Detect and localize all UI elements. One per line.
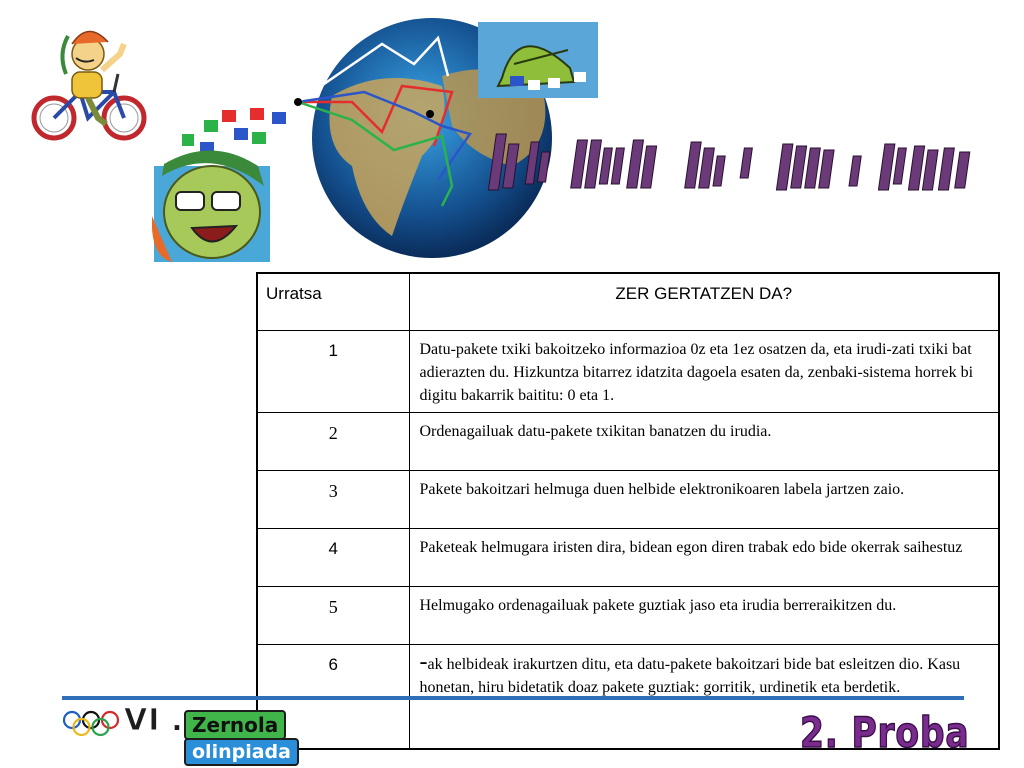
step-description-text: ak helbideak irakurtzen ditu, eta datu-pakete bakoitzari bide bat esleitzen dio. Kasu honetan, hiru bidetatik doaz pakete guztiak: gorritik, urdinetik eta berdetik. — [419, 656, 961, 696]
step-description: Paketeak helmugara iristen dira, bidean egon diren trabak edo bide okerrak saihestuz — [409, 529, 999, 587]
cyclist-illustration — [28, 14, 152, 149]
hat-illustration — [478, 20, 598, 100]
vi-logo-text: VI — [124, 703, 161, 738]
step-number: 5 — [257, 587, 409, 645]
decorative-title-glyphs — [486, 122, 996, 202]
table-row — [257, 413, 999, 471]
step-number: 2 — [257, 413, 409, 471]
table-row — [257, 529, 999, 587]
olympic-rings-logo — [62, 708, 120, 738]
proba-title: 2. Proba — [800, 708, 970, 757]
vi-logo-dot: . — [172, 707, 182, 737]
step-number: 4 — [257, 529, 409, 587]
olinpiada-logo: olinpiada — [184, 738, 299, 766]
header-what-happens: ZER GERTATZEN DA? — [409, 273, 999, 331]
header-step: Urratsa — [257, 273, 409, 331]
table-row — [257, 331, 999, 413]
step-description: Pakete bakoitzari helmuga duen helbide elektronikoaren labela jartzen zaio. — [409, 471, 999, 529]
step-number: 1 — [257, 331, 409, 413]
step-number: 6 — [257, 645, 409, 749]
table-row — [257, 471, 999, 529]
table-header-row — [257, 273, 999, 331]
step-description: Ordenagailuak datu-pakete txikitan banatzen du irudia. — [409, 413, 999, 471]
step-description: Helmugako ordenagailuak pakete guztiak jaso eta irudia berreraikitzen du. — [409, 587, 999, 645]
footer-divider — [62, 696, 964, 700]
zernola-logo: Zernola — [184, 710, 286, 740]
step-number: 3 — [257, 471, 409, 529]
table-row — [257, 587, 999, 645]
step-dash: - — [419, 649, 428, 675]
steps-table — [256, 272, 1000, 750]
step-description: Datu-pakete txiki bakoitzeko informazioa 0z eta 1ez osatzen da, eta irudi-zati txiki bat adierazten du. Hizkuntza bitarrez idatzita dagoela esaten da, zenbaki-sistema horrek bi digitu bakarrik baititu: 0 eta 1. — [409, 331, 999, 413]
